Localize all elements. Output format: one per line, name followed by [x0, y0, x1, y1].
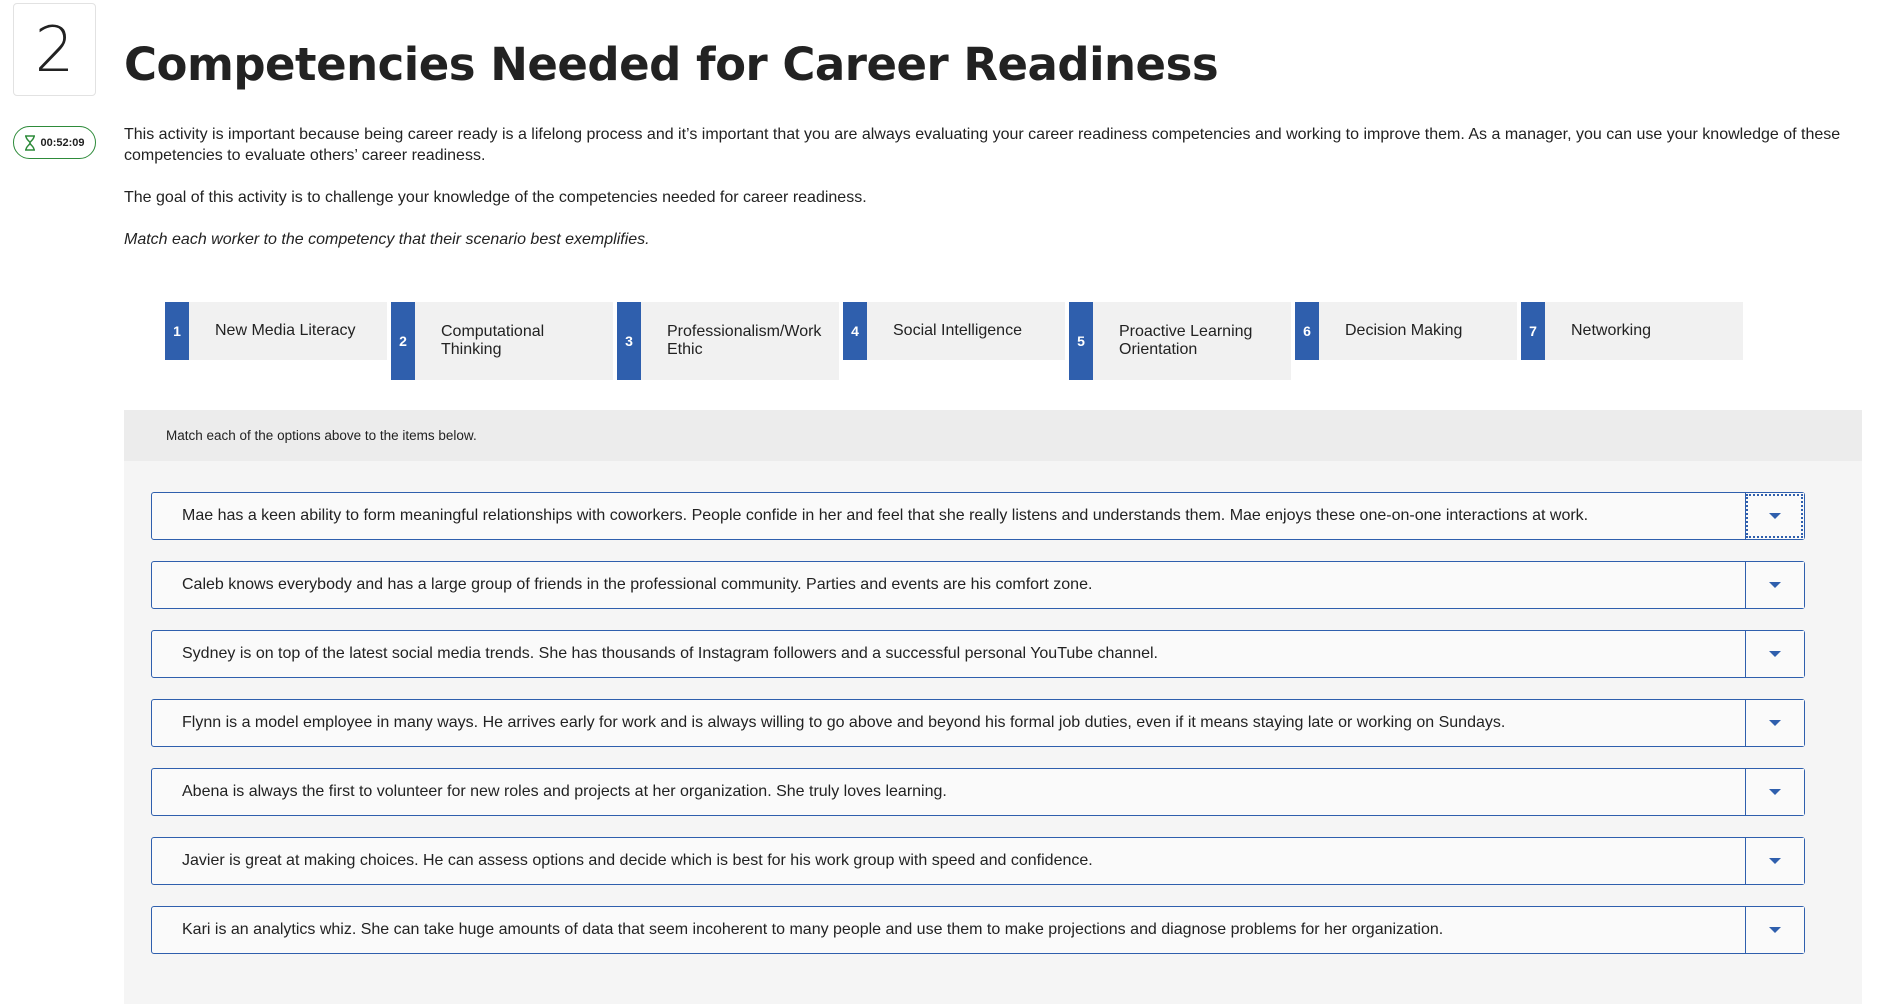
caret-down-icon: [1769, 858, 1781, 864]
option-number: 7: [1521, 302, 1545, 360]
option-2[interactable]: [391, 302, 613, 380]
item-text: Caleb knows everybody and has a large group of friends in the professional community. Parties and events are his comfort zone.: [182, 576, 1093, 593]
match-item-4: [151, 699, 1805, 747]
option-number: 5: [1069, 302, 1093, 380]
match-item-1: [151, 492, 1805, 540]
caret-down-icon: [1769, 513, 1781, 519]
option-6[interactable]: [1295, 302, 1517, 360]
match-item-7: [151, 906, 1805, 954]
option-label: Computational Thinking: [441, 323, 545, 358]
option-label: Proactive Learning Orientation: [1119, 323, 1253, 358]
item-text: Mae has a keen ability to form meaningful relationships with coworkers. People confide in her and feel that she really listens and understands them. Mae enjoys these one-on-one interactions at work.: [182, 507, 1589, 524]
option-label: Decision Making: [1345, 322, 1463, 339]
intro-paragraph-1: This activity is important because being career ready is a lifelong process and it’s important that you are always evaluating your career readiness competencies and working to improve them. As a manager, you can use your knowledge of these competencies to evaluate others’ career readiness.: [124, 126, 1841, 164]
option-label: New Media Literacy: [215, 322, 356, 339]
panel-header: Match each of the options above to the items below.: [124, 410, 1862, 461]
match-item-3: [151, 630, 1805, 678]
instruction-text: Match each worker to the competency that their scenario best exemplifies.: [124, 231, 650, 248]
options-bank: [165, 302, 1750, 382]
caret-down-icon: [1769, 927, 1781, 933]
match-item-6: [151, 837, 1805, 885]
matching-panel: [124, 410, 1862, 1004]
caret-down-icon: [1769, 651, 1781, 657]
option-1[interactable]: [165, 302, 387, 360]
item-text: Javier is great at making choices. He can assess options and decide which is best for his work group with speed and confidence.: [182, 852, 1093, 869]
option-label: Social Intelligence: [893, 322, 1022, 339]
item-dropdown[interactable]: [1745, 562, 1804, 608]
item-text: Kari is an analytics whiz. She can take huge amounts of data that seem incoherent to many people and use them to make projections and diagnose problems for her organization.: [182, 921, 1444, 938]
option-4[interactable]: [843, 302, 1065, 360]
match-item-2: [151, 561, 1805, 609]
item-text: Sydney is on top of the latest social media trends. She has thousands of Instagram followers and a successful personal YouTube channel.: [182, 645, 1158, 662]
intro-paragraph-2: The goal of this activity is to challenge your knowledge of the competencies needed for career readiness.: [124, 189, 867, 206]
activity-number: 2: [13, 3, 96, 96]
item-dropdown[interactable]: [1745, 493, 1804, 539]
option-label: Professionalism/Work Ethic: [667, 323, 822, 358]
item-dropdown[interactable]: [1745, 769, 1804, 815]
caret-down-icon: [1769, 720, 1781, 726]
timer-text: 00:52:09: [40, 136, 85, 149]
item-dropdown[interactable]: [1745, 700, 1804, 746]
hourglass-icon: [24, 135, 36, 151]
option-number: 1: [165, 302, 189, 360]
caret-down-icon: [1769, 582, 1781, 588]
caret-down-icon: [1769, 789, 1781, 795]
timer-badge: [13, 126, 96, 159]
item-dropdown[interactable]: [1745, 631, 1804, 677]
option-7[interactable]: [1521, 302, 1743, 360]
option-number: 2: [391, 302, 415, 380]
option-3[interactable]: [617, 302, 839, 380]
option-5[interactable]: [1069, 302, 1291, 380]
match-item-5: [151, 768, 1805, 816]
item-text: Flynn is a model employee in many ways. He arrives early for work and is always willing to go above and beyond his formal job duties, even if it means staying late or working on Sundays.: [182, 714, 1506, 731]
item-dropdown[interactable]: [1745, 838, 1804, 884]
option-number: 4: [843, 302, 867, 360]
item-dropdown[interactable]: [1745, 907, 1804, 953]
option-number: 6: [1295, 302, 1319, 360]
page-title: Competencies Needed for Career Readiness: [124, 38, 1219, 91]
option-label: Networking: [1571, 322, 1652, 339]
option-number: 3: [617, 302, 641, 380]
intro-text: [124, 124, 1844, 271]
item-text: Abena is always the first to volunteer for new roles and projects at her organization. She truly loves learning.: [182, 783, 947, 800]
